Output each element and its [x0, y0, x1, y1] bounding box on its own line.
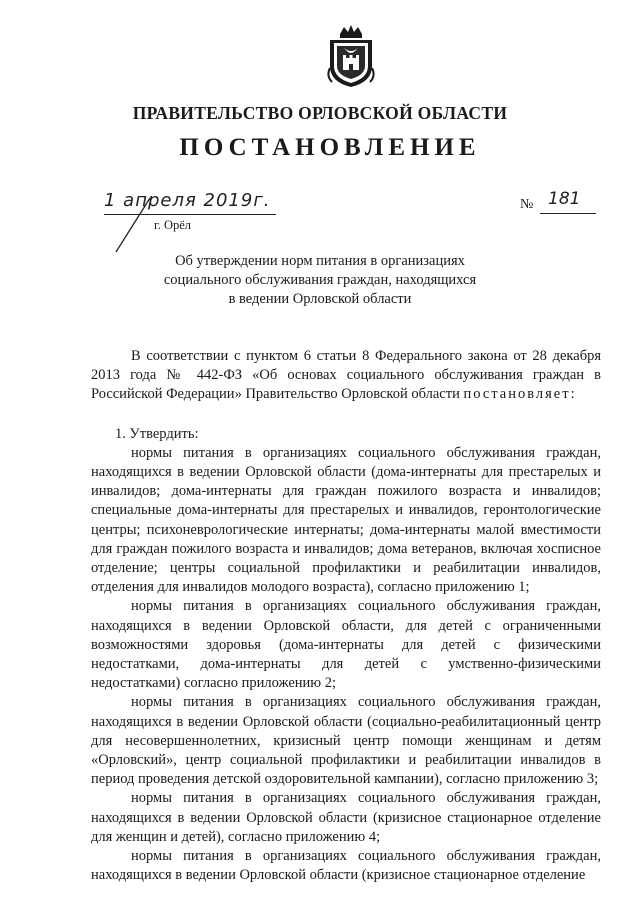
document-subject — [0, 252, 640, 309]
subject-line: Об утверждении норм питания в организациях — [175, 253, 465, 269]
item-paragraph: нормы питания в организациях социального обслуживания граждан, находящихся в ведении Орловской области, для детей с ограниченными возможностями здоровья (дома-интернаты для детей с физическими недостатками, дома-интернаты для детей с умственно-физическими недостатками) согласно приложению 2; — [91, 598, 601, 692]
item-paragraph: нормы питания в организациях социального обслуживания граждан, находящихся в ведении Орловской области (социально-реабилитационный центр для несовершеннолетних, кризисный центр помощи женщинам и детям «Орловский», центр социальной профилактики и реабилитации инвалидов в период проведения детской оздоровительной кампании), согласно приложению 3; — [91, 694, 601, 788]
document-number: 181 — [548, 189, 581, 209]
number-label: № — [520, 197, 534, 212]
document-date: 1 апреля 2019г. — [104, 190, 271, 211]
item-paragraph: нормы питания в организациях социального обслуживания граждан, находящихся в ведении Орловской области (кризисное стационарное отделение для женщин и детей), согласно приложению 4; — [91, 790, 601, 845]
document-body — [91, 347, 601, 885]
item-paragraph: нормы питания в организациях социального обслуживания граждан, находящихся в ведении Орловской области (дома-интернаты для престарелых и инвалидов; дома-интернаты для граждан пожилого возраста и инвалидов; специальные дома-интернаты для престарелых и инвалидов, геронтологические центры; психоневрологические интернаты; дома-интернаты малой вместимости для граждан пожилого возраста и инвалидов; дома ветеранов, включая хосписное отделение; центры социальной профилактики и реабилитации инвалидов, отделения для инвалидов молодого возраста), согласно приложению 1; — [91, 444, 601, 596]
coat-of-arms-icon — [326, 24, 376, 88]
handwritten-stroke — [108, 196, 158, 256]
subject-line: социального обслуживания граждан, находящихся — [163, 272, 477, 288]
organization-title: ПРАВИТЕЛЬСТВО ОРЛОВСКОЙ ОБЛАСТИ — [132, 103, 508, 123]
preamble-paragraph — [91, 347, 601, 405]
item-heading: 1. Утвердить: — [115, 425, 199, 442]
document-type-title: ПОСТАНОВЛЕНИЕ — [179, 134, 481, 161]
subject-line: в ведении Орловской области — [228, 291, 412, 307]
item-paragraph: нормы питания в организациях социального обслуживания граждан, находящихся в ведении Орловской области (кризисное стационарное отделение — [91, 848, 601, 884]
preamble-text: В соответствии с пунктом 6 статьи 8 Федерального закона от 28 декабря 2013 года № 442-ФЗ «Об основах социального обслуживания граждан в Российской Федерации» Правительство Орловской области — [91, 348, 601, 403]
preamble-resolves: постановляет: — [463, 386, 577, 403]
city-label: г. Орёл — [154, 218, 192, 232]
number-underline — [540, 213, 596, 214]
